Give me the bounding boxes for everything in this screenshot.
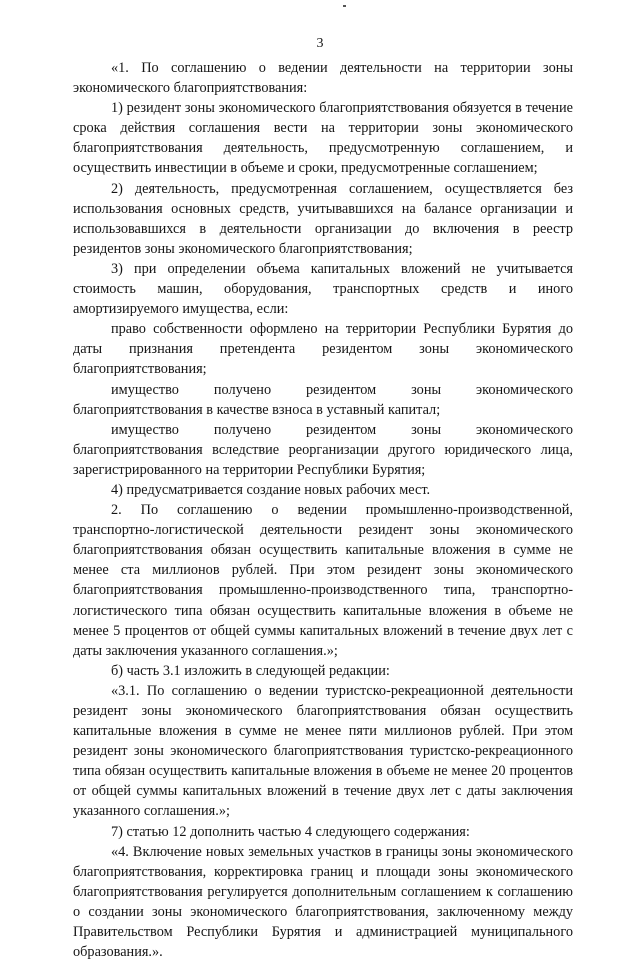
paragraph-item-4: 4) предусматривается создание новых рабочих мест. bbox=[111, 481, 431, 498]
document-body bbox=[73, 58, 573, 962]
paragraph-condition-2: имущество получено резидентом зоны экономического благоприятствования в качестве взноса в уставный капитал; bbox=[73, 381, 573, 418]
page-number: 3 bbox=[316, 36, 324, 51]
paragraph-item-1: 1) резидент зоны экономического благоприятствования обязуется в течение срока действия соглашения вести на территории зоны экономического благоприятствования деятельность, предусмотренную соглашением, и осуществить инвестиции в объеме и сроки, предусмотренные соглашением; bbox=[73, 100, 573, 177]
paragraph-item-2: 2) деятельность, предусмотренная соглашением, осуществляется без использования основных средств, учитывавшихся на балансе организации и использовавшихся в деятельности организации до включения в реестр резидентов зоны экономического благоприятствования; bbox=[73, 180, 573, 257]
paragraph-condition-1: право собственности оформлено на территории Республики Бурятия до даты признания претендента резидентом зоны экономического благоприятствования; bbox=[73, 321, 573, 378]
paragraph-subitem-b: б) часть 3.1 изложить в следующей редакции: bbox=[111, 662, 390, 679]
paragraph-item-3: 3) при определении объема капитальных вложений не учитывается стоимость машин, оборудования, транспортных средств и иного амортизируемого имущества, если: bbox=[73, 260, 573, 318]
paragraph-condition-3: имущество получено резидентом зоны экономического благоприятствования вследствие реорганизации другого юридического лица, зарегистрированного на территории Республики Бурятия; bbox=[73, 421, 573, 478]
paragraph-part-1-intro: «1. По соглашению о ведении деятельности на территории зоны экономического благоприятствования: bbox=[73, 60, 573, 97]
paragraph-part-3-1: «3.1. По соглашению о ведении туристско-рекреационной деятельности резидент зоны экономического благоприятствования обязан осуществить капитальные вложения в сумме не менее пяти миллионов рублей. При этом резидент зоны экономического благоприятствования туристско-рекреационного типа обязан осуществить капитальные вложения в объеме не менее 20 процентов от общей суммы капитальных вложений в течение двух лет с даты заключения указанного соглашения.»; bbox=[73, 682, 573, 820]
scan-mark bbox=[343, 5, 346, 7]
paragraph-item-7: 7) статью 12 дополнить частью 4 следующего содержания: bbox=[111, 823, 470, 840]
paragraph-part-4: «4. Включение новых земельных участков в границы зоны экономического благоприятствования, корректировка границ и площади зоны экономического благоприятствования регулируется дополнительным соглашением к соглашению о создании зоны экономического благоприятствования, заключенному между Правительством Республики Бурятия и администрацией муниципального образования.». bbox=[73, 843, 573, 961]
paragraph-part-2: 2. По соглашению о ведении промышленно-производственной, транспортно-логистической деятельности резидент зоны экономического благоприятствования обязан осуществить капитальные вложения в сумме не менее ста миллионов рублей. При этом резидент зоны экономического благоприятствования промышленно-производственного типа, транспортно-логистического типа обязан осуществить капитальные вложения в объеме не менее 5 процентов от общей суммы капитальных вложений в течение двух лет с даты заключения указанного соглашения.»; bbox=[73, 502, 573, 659]
